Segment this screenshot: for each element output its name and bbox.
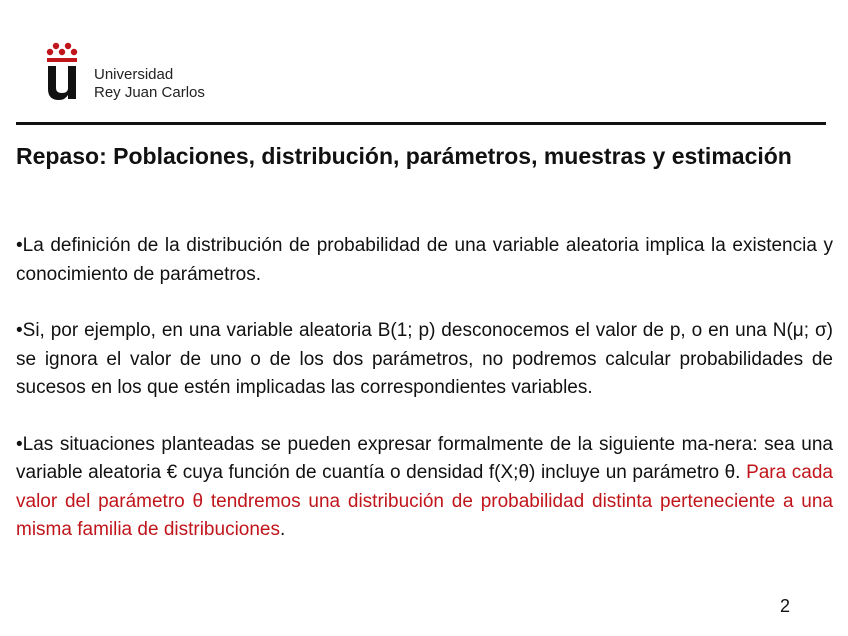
urjc-logo-icon: [44, 42, 80, 102]
page-number: 2: [780, 596, 791, 616]
university-logo: [44, 42, 224, 106]
paragraph-2: •Si, por ejemplo, en una variable aleatoria B(1; p) desconocemos el valor de p, o en una N(μ; σ) se ignora el valor de uno o de los dos parámetros, no podremos calcular probabilidades de sucesos en los que estén implicadas las correspondientes variables.: [16, 320, 833, 398]
header-divider: [16, 122, 826, 125]
university-name-line2: Rey Juan Carlos: [94, 84, 205, 101]
paragraph-3-highlight: Para cada valor del parámetro θ tendremos una distribución de probabilidad distinta perteneciente a una misma familia de distribuciones: [16, 462, 833, 540]
paragraph-3-intro: •Las situaciones planteadas se pueden expresar formalmente de la siguiente ma-nera: sea una variable aleatoria € cuya función de cuantía o densidad f(X;θ) incluye un parámetro θ.: [16, 433, 833, 483]
university-name-line1: Universidad: [94, 66, 174, 83]
paragraph-1: •La definición de la distribución de probabilidad de una variable aleatoria implica la existencia y conocimiento de parámetros.: [16, 235, 833, 285]
university-name: [94, 66, 205, 102]
paragraph-3-end: .: [280, 519, 286, 540]
slide-title: Repaso: Poblaciones, distribución, parámetros, muestras y estimación: [16, 143, 792, 169]
slide-content: [16, 232, 833, 573]
paragraph-3: [16, 431, 833, 545]
